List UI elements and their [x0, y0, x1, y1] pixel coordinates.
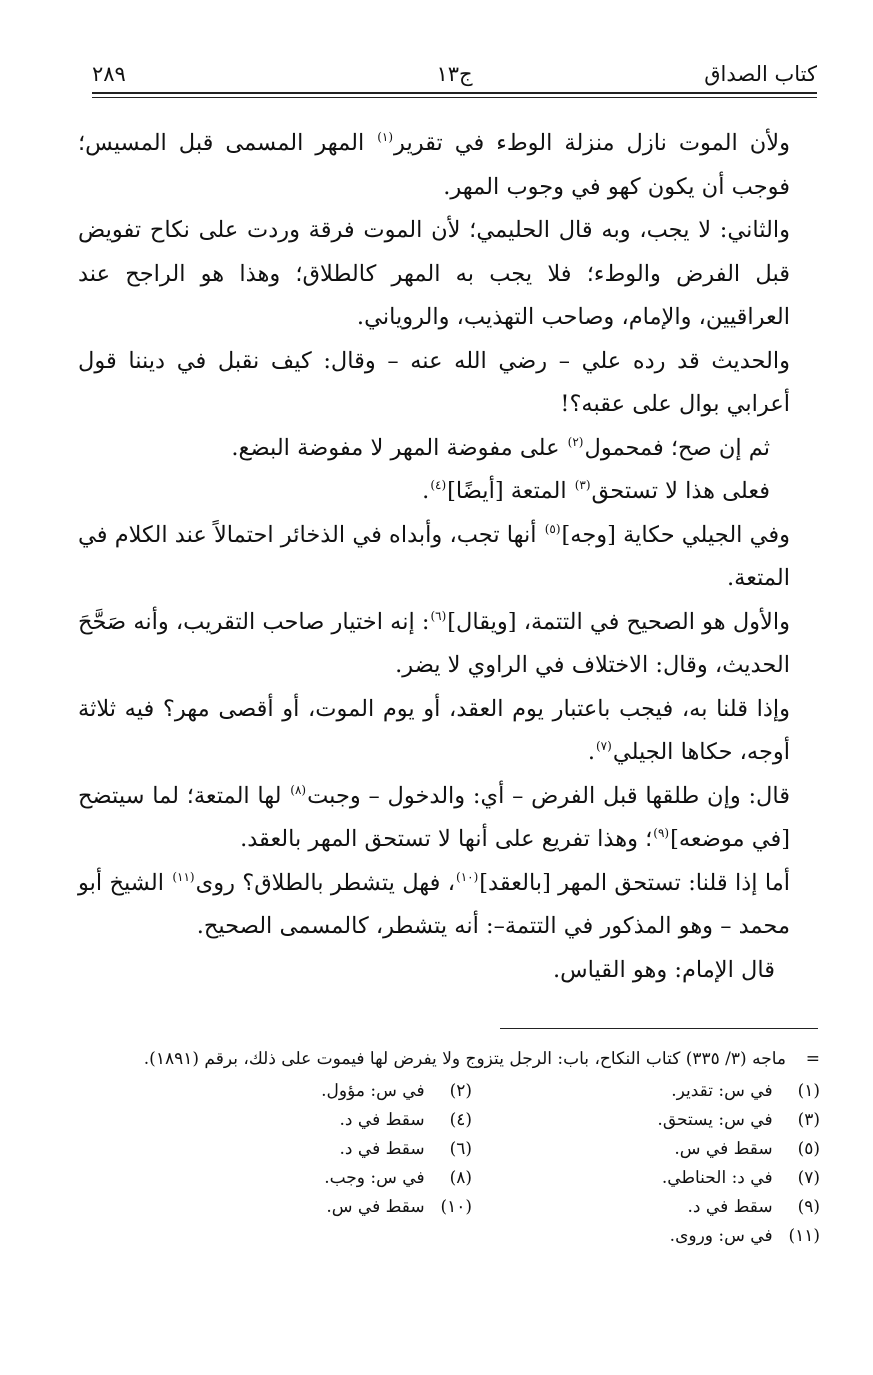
text-run: : إنه اختيار صاحب التقريب، وأنه صَحَّحَ الحديث، وقال: الاختلاف في الراوي لا يضر. [78, 608, 790, 678]
footnote-ref[interactable]: (٦) [430, 608, 447, 623]
text-run: والحديث قد رده علي – رضي الله عنه – وقال: كيف نقبل في ديننا قول أعرابي بوال على عقبه؟! [78, 347, 790, 417]
text-run: ولأن الموت نازل منزلة الوطء في تقرير [394, 130, 791, 156]
footnote-ref[interactable]: (٩) [653, 826, 670, 840]
footnote-number: (١١) [788, 1226, 820, 1246]
footnote-item [321, 1135, 472, 1164]
footnote-ref[interactable]: (٣) [574, 478, 591, 492]
text-run: قال: وإن طلقها قبل الفرض – أي: والدخول – وجبت [307, 782, 790, 809]
footnote-column-right [657, 1077, 820, 1251]
footnote-item [321, 1077, 472, 1106]
footnote-number: (١٠) [440, 1197, 472, 1217]
paragraph [78, 209, 820, 340]
footnote-number: (٨) [449, 1168, 472, 1188]
footnote-number: (٧) [797, 1168, 820, 1188]
main-text [78, 122, 820, 992]
footnote-text: سقط في د. [339, 1110, 425, 1130]
paragraph [78, 340, 820, 427]
footnote-item [657, 1106, 820, 1135]
footnote-item [657, 1193, 820, 1222]
book-section-title: كتاب الصداق [704, 62, 817, 86]
footnote-number: (٦) [449, 1139, 472, 1159]
text-run: الشيخ أبو محمد – وهو المذكور في التتمة–: أنه يتشطر، كالمسمى الصحيح. [78, 869, 790, 939]
footnotes [70, 1045, 820, 1267]
text-run: . [587, 739, 595, 765]
footnote-item [657, 1135, 820, 1164]
footnote-ref[interactable]: (٨) [290, 782, 307, 797]
paragraph [78, 122, 820, 209]
footnote-item [321, 1193, 472, 1222]
paragraph [78, 862, 820, 949]
footnote-item [321, 1106, 472, 1135]
page-number: ٢٨٩ [92, 62, 126, 86]
continuation-marker: = [805, 1049, 820, 1069]
paragraph [78, 949, 820, 993]
text-run: أما إذا قلنا: تستحق المهر [بالعقد] [479, 869, 790, 896]
footnote-item [657, 1164, 820, 1193]
footnote-item [657, 1077, 820, 1106]
text-run: أنها تجب، وأبداه في الذخائر احتمالاً عند الكلام في المتعة. [78, 521, 790, 591]
paragraph [78, 514, 820, 601]
footnote-text: في د: الحناطي. [661, 1168, 773, 1188]
footnote-number: (٥) [797, 1139, 820, 1159]
text-run: ثم إن صح؛ فمحمول [584, 434, 770, 461]
footnote-ref[interactable]: (١١) [172, 869, 195, 884]
header-rule-thin [92, 97, 817, 98]
paragraph [78, 688, 820, 775]
footnote-continuation [70, 1045, 820, 1074]
text-run: المتعة [أيضًا] [447, 478, 574, 504]
paragraph [78, 601, 820, 688]
text-run: ، فهل يتشطر بالطلاق؟ روى [195, 869, 455, 896]
text-run: لها المتعة؛ لما سيتضح [في موضعه] [78, 782, 790, 852]
footnote-ref[interactable]: (٢) [567, 434, 584, 449]
paragraph [78, 470, 820, 514]
paragraph [78, 775, 820, 862]
text-run: والثاني: لا يجب، وبه قال الحليمي؛ لأن الموت فرقة وردت على نكاح تفويض قبل الفرض والوطء؛ فلا يجب به المهر كالطلاق؛ وهذا هو الراجح عند العراقيين، والإمام، وصاحب التهذيب، والروياني. [78, 217, 790, 330]
header-rule [92, 92, 817, 94]
footnote-text: في س: تقدير. [671, 1081, 773, 1101]
footnote-ref[interactable]: (٧) [595, 739, 612, 753]
footnote-number: (٣) [797, 1110, 820, 1130]
paragraph [78, 427, 820, 471]
footnote-text: سقط في س. [674, 1139, 773, 1159]
footnote-item [321, 1164, 472, 1193]
footnote-number: (١) [797, 1081, 820, 1101]
running-header [92, 58, 817, 92]
footnote-ref[interactable]: (١) [377, 130, 394, 144]
footnote-item [657, 1222, 820, 1251]
footnote-number: (٩) [797, 1197, 820, 1217]
volume-label: ج١٣ [436, 62, 473, 86]
text-run: فعلى هذا لا تستحق [591, 478, 770, 504]
text-run: . [422, 478, 430, 504]
footnote-ref[interactable]: (٥) [544, 521, 561, 536]
text-run: على مفوضة المهر لا مفوضة البضع. [231, 434, 567, 461]
footnote-text: سقط في د. [339, 1139, 425, 1159]
text-run: والأول هو الصحيح في التتمة، [ويقال] [447, 608, 790, 635]
footnote-text: في س: وجب. [324, 1168, 425, 1188]
footnote-number: (٢) [449, 1081, 472, 1101]
footnote-grid [70, 1077, 820, 1267]
footnote-column-left [321, 1077, 472, 1222]
text-run: ؛ وهذا تفريع على أنها لا تستحق المهر بالعقد. [240, 826, 653, 852]
footnote-separator [500, 1028, 818, 1029]
footnote-ref[interactable]: (٤) [430, 478, 447, 492]
footnote-text: سقط في د. [687, 1197, 773, 1217]
text-run: وإذا قلنا به، فيجب باعتبار يوم العقد، أو يوم الموت، أو أقصى مهر؟ فيه ثلاثة أوجه، حكاها الجيلي [78, 695, 790, 765]
continuation-text: ماجه (٣/ ٣٣٥) كتاب النكاح، باب: الرجل يتزوج ولا يفرض لها فيموت على ذلك، برقم (١٨٩١). [143, 1049, 786, 1069]
footnote-number: (٤) [449, 1110, 472, 1130]
footnote-text: في س: وروى. [669, 1226, 773, 1246]
footnote-text: سقط في س. [326, 1197, 425, 1217]
text-run: قال الإمام: وهو القياس. [552, 956, 775, 983]
text-run: وفي الجيلي حكاية [وجه] [561, 521, 790, 548]
footnote-text: في س: مؤول. [321, 1081, 425, 1101]
footnote-ref[interactable]: (١٠) [456, 869, 479, 884]
text-run: المهر المسمى قبل المسيس؛ فوجب أن يكون كهو في وجوب المهر. [78, 130, 790, 200]
footnote-text: في س: يستحق. [657, 1110, 773, 1130]
